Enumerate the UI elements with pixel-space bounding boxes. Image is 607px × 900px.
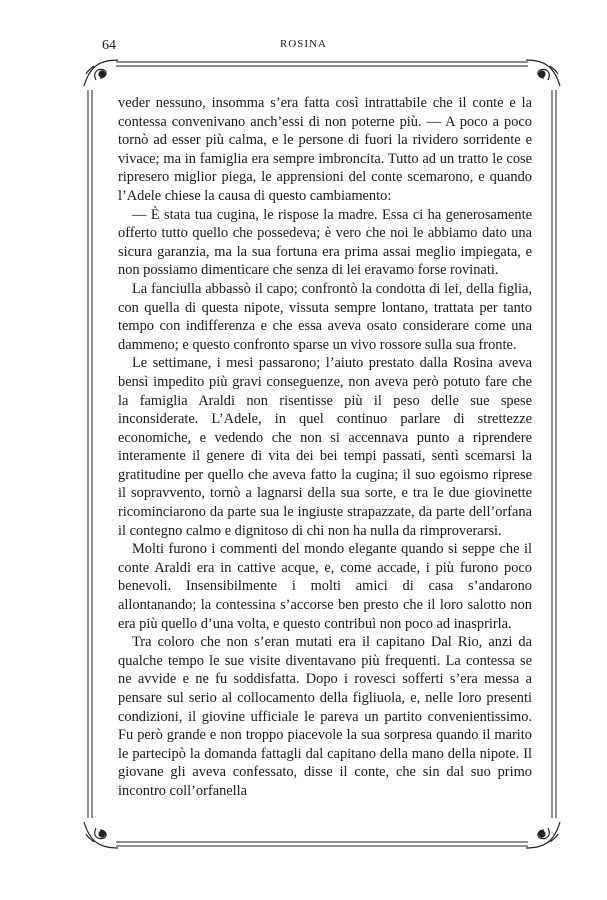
running-title: ROSINA (280, 38, 327, 50)
paragraph: — È stata tua cugina, le rispose la madre. Essa ci ha generosamente offerto tutto quello che possedeva; è vero che noi le abbiamo dato una sicura garanzia, ma la sua fortuna era prima assai meglio impiegata, e non possiamo dimenticare che senza di lei eravamo forse rovinati. (118, 206, 532, 279)
page-number: 64 (102, 38, 116, 53)
corner-ornament-top-right-icon (526, 60, 560, 86)
corner-ornament-top-left-icon (84, 60, 118, 86)
corner-ornament-bottom-right-icon (526, 822, 560, 848)
paragraph: Molti furono i commenti del mondo elegante quando si seppe che il conte Araldi era in cattive acque, e, come accade, i più furono poco benevoli. Insensibilmente i molti amici di casa s’andarono allontanando; la contessina s’accorse ben presto che il loro salotto non era più quello d’una volta, e questo contribuì non poco ad inasprirla. (118, 541, 532, 632)
paragraph: Le settimane, i mesi passarono; l’aiuto prestato dalla Rosina aveva bensì impedito più gravi conseguenze, non aveva però potuto fare che la famiglia Araldi non risentisse più il peso delle sue spese inconsiderate. L’Adele, in quel continuo parlare di strettezze economiche, e vedendo che non si accennava punto a riprendere interamente il genere di vita dei bei tempi passati, sentì scemarsi la gratitudine per quello che aveva fatto la cugina; il suo egoismo riprese il sopravvento, tornò a lagnarsi della sua sorte, e tra le due giovinette ricominciarono da parte sua le ingiuste strapazzate, da parte dell’orfana il contegno calmo e dignitoso di chi non ha nulla da rimproverarsi. (118, 355, 532, 539)
body-text (118, 94, 532, 801)
paragraph: Tra coloro che non s’eran mutati era il capitano Dal Rio, anzi da qualche tempo le sue visite diventavano più frequenti. La contessa se ne avvide e ne fu soddisfatta. Dopo i rovesci sofferti s’era messa a pensare sul serio al collocamento della figliuola, e, nelle loro presenti condizioni, il giovine ufficiale le pareva un partito convenientissimo. Fu però grande e non troppo piacevole la sua sorpresa quando il marito le partecipò la domanda fattagli dal capitano della mano della nipote. Il giovane gli aveva confessato, disse il conte, che sin dal suo primo incontro coll’orfanella (118, 634, 532, 799)
corner-ornament-bottom-left-icon (84, 822, 118, 848)
paragraph: veder nessuno, insomma s’era fatta così intrattabile che il conte e la contessa convenivano anch’essi di non poterne più. — A poco a poco tornò ad esser più calma, e le persone di fuori la rividero sorridente e vivace; ma in famiglia era sempre imbroncita. Tutto ad un tratto le cose ripresero miglior piega, le apprensioni del conte scemarono, e quando l’Adele chiese la causa di questo cambiamento: (118, 95, 532, 204)
paragraph: La fanciulla abbassò il capo; confrontò la condotta di lei, della figlia, con quella di questa nipote, vissuta sempre lontano, trattata per tanto tempo con indifferenza e che essa aveva osato considerare come una dammeno; e questo confronto sparse un vivo rossore sulla sua fronte. (118, 280, 532, 353)
